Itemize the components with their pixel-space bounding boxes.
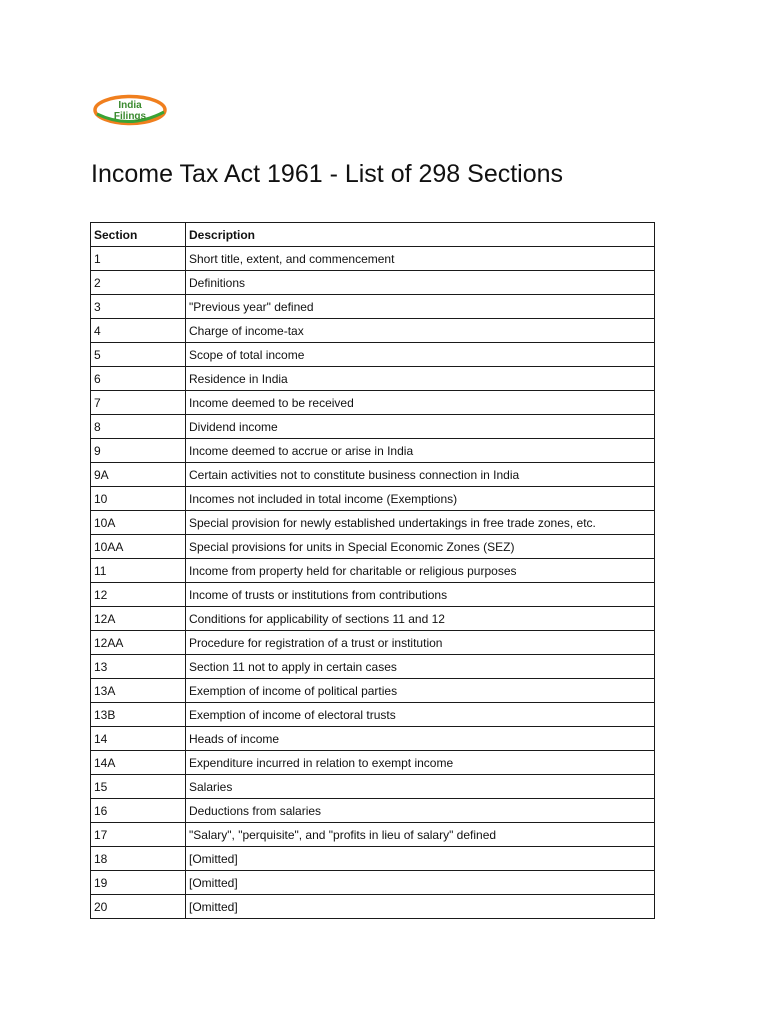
- table-row: [91, 751, 655, 775]
- logo-mark: [92, 94, 168, 126]
- section-description: [Omitted]: [186, 895, 655, 919]
- section-description: Short title, extent, and commencement: [186, 247, 655, 271]
- section-number: 10AA: [91, 535, 186, 559]
- indiafilings-logo: [92, 94, 168, 126]
- table-row: [91, 703, 655, 727]
- section-number: 8: [91, 415, 186, 439]
- section-description: [Omitted]: [186, 871, 655, 895]
- section-number: 10A: [91, 511, 186, 535]
- table-row: [91, 295, 655, 319]
- table-row: [91, 559, 655, 583]
- table-row: [91, 847, 655, 871]
- section-description: Heads of income: [186, 727, 655, 751]
- section-number: 12AA: [91, 631, 186, 655]
- section-number: 2: [91, 271, 186, 295]
- header-description: Description: [186, 223, 655, 247]
- section-number: 18: [91, 847, 186, 871]
- table-row: [91, 775, 655, 799]
- section-number: 16: [91, 799, 186, 823]
- table-row: [91, 655, 655, 679]
- section-description: Income from property held for charitable or religious purposes: [186, 559, 655, 583]
- section-description: Scope of total income: [186, 343, 655, 367]
- section-number: 10: [91, 487, 186, 511]
- table-row: [91, 439, 655, 463]
- section-description: [Omitted]: [186, 847, 655, 871]
- logo-text-line2: Filings: [113, 111, 147, 122]
- table-row: [91, 607, 655, 631]
- section-number: 17: [91, 823, 186, 847]
- section-number: 20: [91, 895, 186, 919]
- sections-table: [90, 222, 655, 919]
- section-number: 11: [91, 559, 186, 583]
- section-number: 13B: [91, 703, 186, 727]
- section-description: Expenditure incurred in relation to exempt income: [186, 751, 655, 775]
- section-number: 3: [91, 295, 186, 319]
- table-row: [91, 319, 655, 343]
- section-number: 9: [91, 439, 186, 463]
- section-number: 14: [91, 727, 186, 751]
- table-row: [91, 463, 655, 487]
- table-row: [91, 535, 655, 559]
- section-number: 12: [91, 583, 186, 607]
- section-description: Income deemed to accrue or arise in India: [186, 439, 655, 463]
- section-description: Deductions from salaries: [186, 799, 655, 823]
- section-description: Special provisions for units in Special Economic Zones (SEZ): [186, 535, 655, 559]
- table-body: [91, 247, 655, 919]
- section-number: 14A: [91, 751, 186, 775]
- section-number: 9A: [91, 463, 186, 487]
- logo-text-line1: India: [118, 100, 142, 111]
- section-number: 19: [91, 871, 186, 895]
- table-row: [91, 367, 655, 391]
- table-row: [91, 799, 655, 823]
- section-description: Section 11 not to apply in certain cases: [186, 655, 655, 679]
- section-description: Dividend income: [186, 415, 655, 439]
- table-row: [91, 271, 655, 295]
- section-description: "Previous year" defined: [186, 295, 655, 319]
- section-description: Exemption of income of electoral trusts: [186, 703, 655, 727]
- section-number: 6: [91, 367, 186, 391]
- table-row: [91, 487, 655, 511]
- header-section: Section: [91, 223, 186, 247]
- table-row: [91, 415, 655, 439]
- table-row: [91, 895, 655, 919]
- section-description: Conditions for applicability of sections 11 and 12: [186, 607, 655, 631]
- section-description: "Salary", "perquisite", and "profits in lieu of salary" defined: [186, 823, 655, 847]
- section-description: Definitions: [186, 271, 655, 295]
- section-number: 7: [91, 391, 186, 415]
- section-number: 15: [91, 775, 186, 799]
- section-description: Special provision for newly established undertakings in free trade zones, etc.: [186, 511, 655, 535]
- table-row: [91, 583, 655, 607]
- section-description: Residence in India: [186, 367, 655, 391]
- section-number: 5: [91, 343, 186, 367]
- table-row: [91, 631, 655, 655]
- table-row: [91, 343, 655, 367]
- section-number: 13A: [91, 679, 186, 703]
- section-description: Incomes not included in total income (Exemptions): [186, 487, 655, 511]
- table-row: [91, 823, 655, 847]
- section-description: Income deemed to be received: [186, 391, 655, 415]
- table-row: [91, 871, 655, 895]
- section-number: 13: [91, 655, 186, 679]
- section-number: 12A: [91, 607, 186, 631]
- section-description: Certain activities not to constitute business connection in India: [186, 463, 655, 487]
- section-number: 1: [91, 247, 186, 271]
- section-description: Exemption of income of political parties: [186, 679, 655, 703]
- table-row: [91, 247, 655, 271]
- section-description: Salaries: [186, 775, 655, 799]
- table-row: [91, 727, 655, 751]
- table-header-row: [91, 223, 655, 247]
- table-row: [91, 391, 655, 415]
- document-title: Income Tax Act 1961 - List of 298 Sections: [91, 160, 564, 188]
- table-row: [91, 679, 655, 703]
- section-description: Procedure for registration of a trust or institution: [186, 631, 655, 655]
- section-description: Income of trusts or institutions from contributions: [186, 583, 655, 607]
- section-number: 4: [91, 319, 186, 343]
- section-description: Charge of income-tax: [186, 319, 655, 343]
- table-row: [91, 511, 655, 535]
